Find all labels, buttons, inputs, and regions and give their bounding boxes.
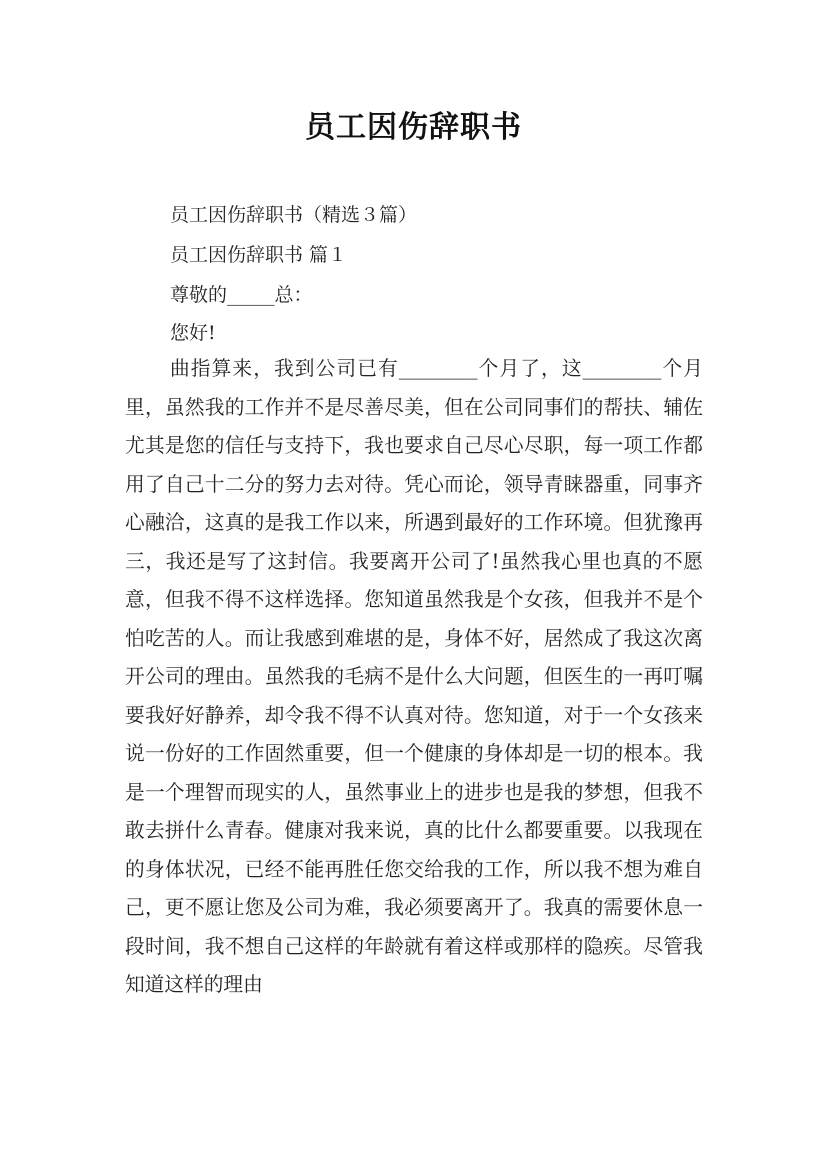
greeting: 您好! — [170, 322, 216, 344]
document-title: 员工因伤辞职书 — [305, 110, 522, 145]
salutation: 尊敬的_____总： — [170, 284, 313, 306]
body-paragraph: 曲指算来，我到公司已有________个月了，这________个月里，虽然我的工作并不是尽善尽美，但在公司同事们的帮扶、辅佐尤其是您的信任与支持下，我也要求自己尽心尽职，每一项工作都用了自己十二分的努力去对待。凭心而论，领导青睐器重，同事齐心融洽，这真的是我工作以来，所遇到最好的工作环境。但犹豫再三，我还是写了这封信。我要离开公司了!虽然我心里也真的不愿意，但我不得不这样选择。您知道虽然我是个女孩，但我并不是个怕吃苦的人。而让我感到难堪的是，身体不好，居然成了我这次离开公司的理由。虽然我的毛病不是什么大问题，但医生的一再叮嘱要我好好静养，却令我不得不认真对待。您知道，对于一个女孩来说一份好的工作固然重要，但一个健康的身体却是一切的根本。我是一个理智而现实的人，虽然事业上的进步也是我的梦想，但我不敢去拼什么青春。健康对我来说，真的比什么都要重要。以我现在的身体状况，已经不能再胜任您交给我的工作，所以我不想为难自己，更不愿让您及公司为难，我必须要离开了。我真的需要休息一段时间，我不想自己这样的年龄就有着这样或那样的隐疾。尽管我知道这样的理由 — [125, 357, 703, 996]
document-subtitle: 员工因伤辞职书（精选３篇） — [170, 204, 418, 226]
section-heading: 员工因伤辞职书 篇１ — [170, 244, 348, 266]
